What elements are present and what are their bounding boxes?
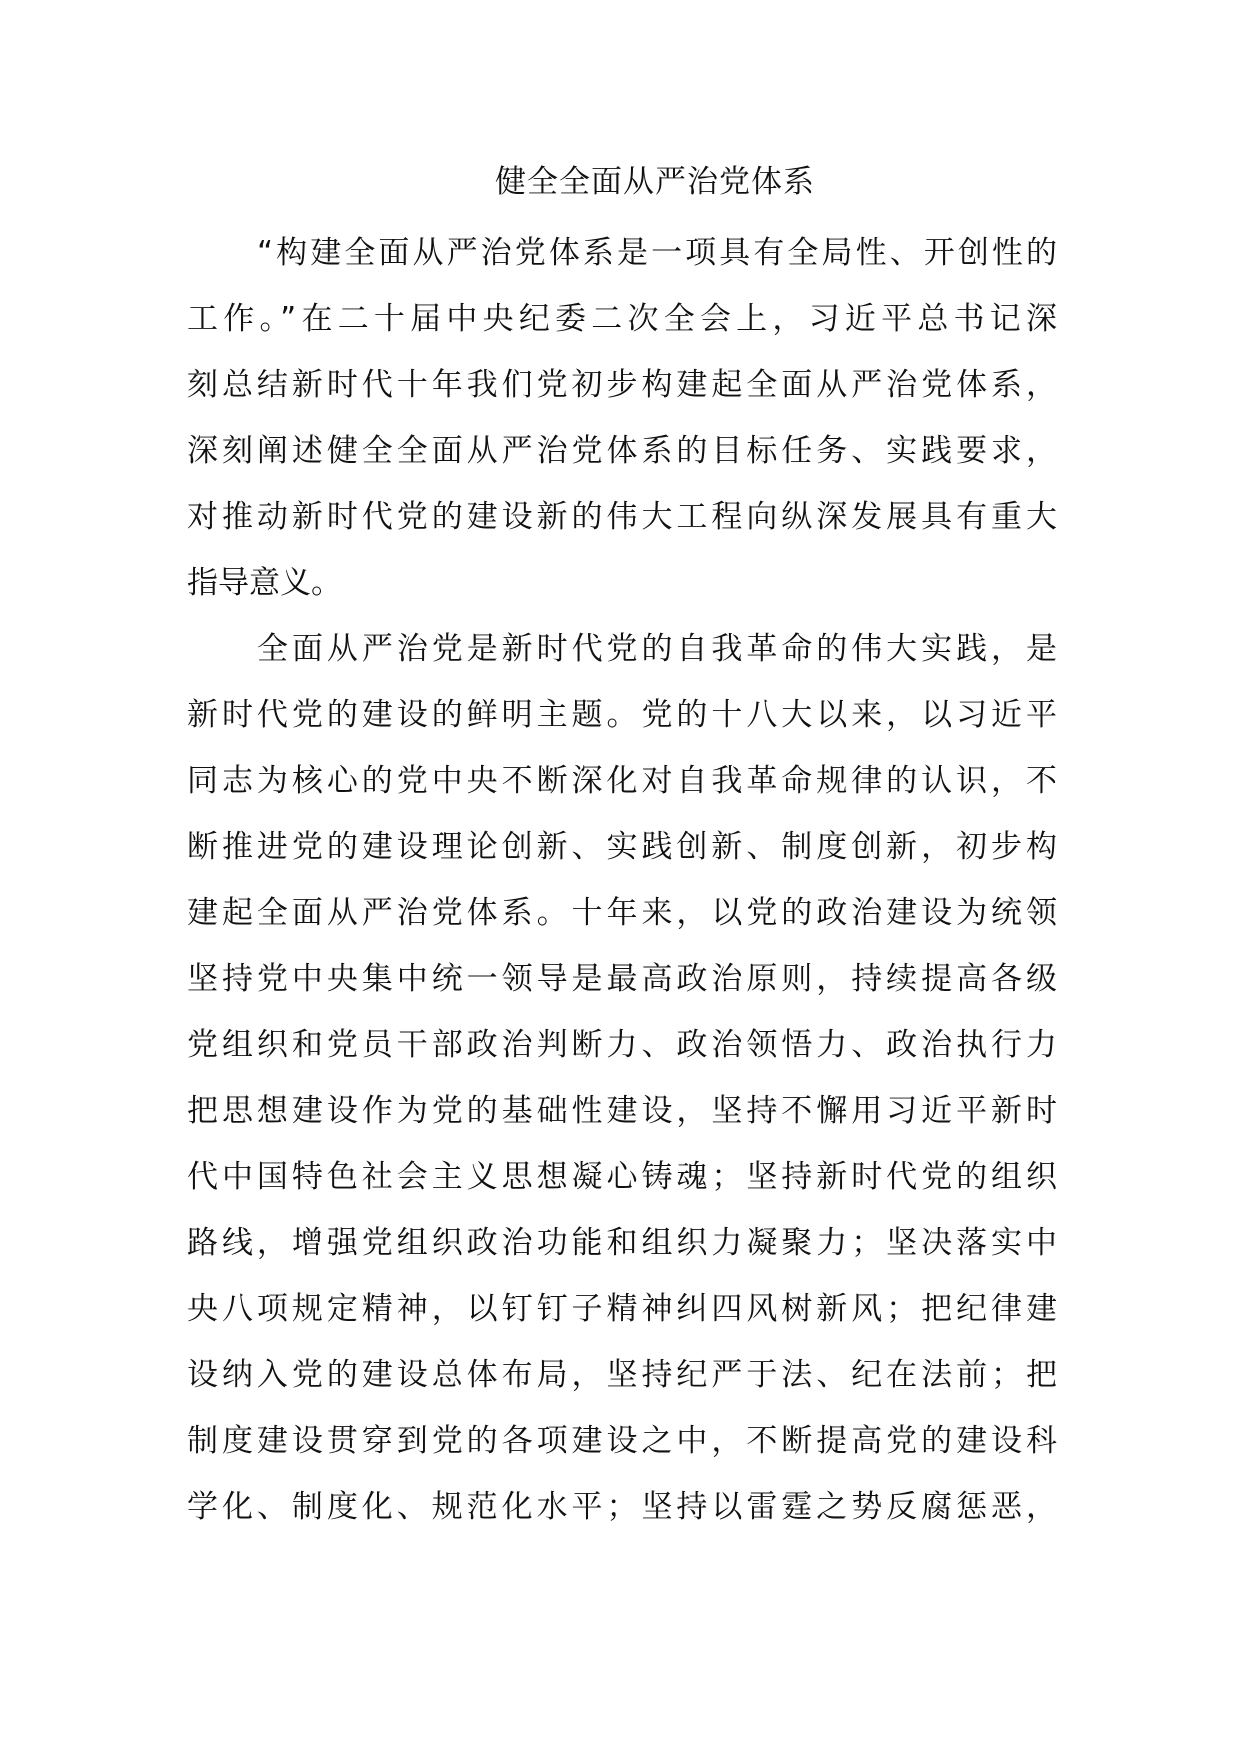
paragraph-1-line-4: 深刻阐述健全全面从严治党体系的目标任务、实践要求， — [187, 433, 1057, 469]
document-body — [187, 220, 1057, 1540]
paragraph-1-line-2: 工作。”在二十届中央纪委二次全会上，习近平总书记深 — [187, 301, 1057, 337]
paragraph-2-line-4: 断推进党的建设理论创新、实践创新、制度创新，初步构 — [187, 829, 1057, 865]
paragraph-2-line-10: 路线，增强党组织政治功能和组织力凝聚力；坚决落实中 — [187, 1225, 1057, 1261]
paragraph-2-line-2: 新时代党的建设的鲜明主题。党的十八大以来，以习近平 — [187, 697, 1057, 733]
paragraph-2-line-12: 设纳入党的建设总体布局，坚持纪严于法、纪在法前；把 — [187, 1357, 1057, 1393]
paragraph-2-line-13: 制度建设贯穿到党的各项建设之中，不断提高党的建设科 — [187, 1423, 1057, 1459]
paragraph-2-line-11: 央八项规定精神，以钉钉子精神纠四风树新风；把纪律建 — [187, 1291, 1057, 1327]
paragraph-2-line-3: 同志为核心的党中央不断深化对自我革命规律的认识，不 — [187, 763, 1057, 799]
paragraph-1-line-3: 刻总结新时代十年我们党初步构建起全面从严治党体系， — [187, 367, 1057, 403]
paragraph-1-line-6: 指导意义。 — [187, 565, 342, 601]
paragraph-2-line-14: 学化、制度化、规范化水平；坚持以雷霆之势反腐惩恶， — [187, 1489, 1057, 1525]
paragraph-2-line-8: 把思想建设作为党的基础性建设，坚持不懈用习近平新时 — [187, 1093, 1057, 1129]
paragraph-2-line-7: 党组织和党员干部政治判断力、政治领悟力、政治执行力 — [187, 1027, 1057, 1063]
document-title: 健全全面从严治党体系 — [495, 164, 815, 200]
paragraph-2-line-6: 坚持党中央集中统一领导是最高政治原则，持续提高各级 — [187, 961, 1057, 997]
paragraph-2-line-1: 全面从严治党是新时代党的自我革命的伟大实践，是 — [257, 631, 1057, 667]
paragraph-1-line-5: 对推动新时代党的建设新的伟大工程向纵深发展具有重大 — [187, 499, 1057, 535]
paragraph-2-line-9: 代中国特色社会主义思想凝心铸魂；坚持新时代党的组织 — [187, 1159, 1057, 1195]
paragraph-2-line-5: 建起全面从严治党体系。十年来，以党的政治建设为统领 — [187, 895, 1057, 931]
paragraph-1-line-1: “构建全面从严治党体系是一项具有全局性、开创性的 — [257, 235, 1057, 271]
